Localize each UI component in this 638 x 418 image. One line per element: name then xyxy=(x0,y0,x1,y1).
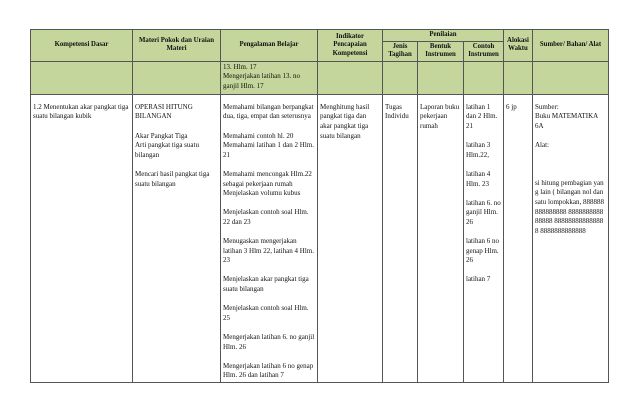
contoh-text: latihan 7 xyxy=(466,275,491,284)
cont-cell-sumber xyxy=(533,61,609,94)
header-bentuk-instrumen: Bentuk Instrumen xyxy=(418,41,464,61)
header-jenis-tagihan: Jenis Tagihan xyxy=(383,41,418,61)
header-pengalaman-belajar: Pengalaman Belajar xyxy=(221,30,318,62)
pengalaman-text: Menjelaskan contoh soal Hlm. 22 dan 23 xyxy=(223,208,309,226)
header-materi-pokok: Materi Pokok dan Uraian Materi xyxy=(133,30,221,62)
cell-sumber xyxy=(533,94,609,382)
cell-pengalaman xyxy=(221,94,318,382)
contoh-text: latihan 4 Hlm. 23 xyxy=(466,169,491,188)
continuation-row xyxy=(31,61,609,94)
pengalaman-text: Mengerjakan latihan 6. no ganjil Hlm. 26 xyxy=(223,333,315,351)
cell-bentuk-instrumen: Laporan buku pekerjaan rumah xyxy=(418,94,464,382)
header-contoh-instrumen: Contoh Instrumen xyxy=(464,41,504,61)
pengalaman-text: Menjelaskan contoh soal Hlm. 25 xyxy=(223,304,309,322)
syllabus-table xyxy=(30,29,609,383)
header-row xyxy=(31,30,609,42)
cell-alokasi-waktu: 6 jp xyxy=(504,94,533,382)
header-penilaian: Penilaian xyxy=(383,30,504,42)
sumber-text: Alat: xyxy=(535,141,549,150)
header-indikator: Indikator Pencapaian Kompetensi xyxy=(318,30,383,62)
pengalaman-text: Memahami mencongak Hlm.22 sebagai pekerjaan rumah Menjelaskan volumu kubus xyxy=(223,169,312,198)
cont-cell-bentuk xyxy=(418,61,464,94)
materi-text: OPERASI HITUNG BILANGAN xyxy=(135,102,193,121)
pengalaman-text: Memahami bilangan berpangkat dua, tiga, empat dan seterusnya xyxy=(223,102,314,121)
pengalaman-text: Mengerjakan latihan 6 no genap Hlm. 26 dan latihan 7 xyxy=(223,361,314,380)
cont-cell-jenis xyxy=(383,61,418,94)
cell-jenis-tagihan: Tugas Individu xyxy=(383,94,418,382)
header-alokasi-waktu: Alokasi Waktu xyxy=(504,30,533,62)
cell-indikator: Menghitung hasil pangkat tiga dan akar pangkat tiga suatu bilangan xyxy=(318,94,383,382)
cell-contoh-instrumen xyxy=(464,94,504,382)
cont-cell-indikator xyxy=(318,61,383,94)
cont-cell-pengalaman: 13. Hlm. 17 Mengerjakan latihan 13. no ganjil Hlm. 17 xyxy=(221,61,318,94)
contoh-text: latihan 6 no genap Hlm. 26 xyxy=(466,237,500,265)
header-kompetensi-dasar: Kompetensi Dasar xyxy=(31,30,133,62)
contoh-text: latihan 6. no ganjil Hlm. 26 xyxy=(466,198,501,226)
cell-materi xyxy=(133,94,221,382)
cont-cell-contoh xyxy=(464,61,504,94)
sumber-text: Sumber: Buku MATEMATIKA 6A xyxy=(535,102,598,130)
contoh-text: latihan 3 Hlm.22, xyxy=(466,141,491,159)
cont-cell-alokasi xyxy=(504,61,533,94)
pengalaman-text: Menugaskan mengerjakan latihan 3 Hlm 22, latihan 4 Hlm. 23 xyxy=(223,237,314,265)
materi-text: Mencari hasil pangkat tiga suatu bilangan xyxy=(135,169,210,188)
table-row xyxy=(31,94,609,382)
sumber-text: si hitung pembagian yang lain ( bilangan nol dan satu lompokkan, 888888888888888 888888888888888 888888888888888 8888888888888 xyxy=(535,178,605,235)
cont-cell-materi xyxy=(133,61,221,94)
contoh-text: latihan 1 dan 2 Hlm. 21 xyxy=(466,102,498,130)
pengalaman-text: Memahami contoh hl. 20 Memahami latihan 1 dan 2 Hlm. 21 xyxy=(223,131,314,159)
header-sumber: Sumber/ Bahan/ Alat xyxy=(533,30,609,62)
cont-cell-kd xyxy=(31,61,133,94)
pengalaman-text: Menjelaskan akar pangkat tiga suatu bilangan xyxy=(223,275,309,294)
cell-kompetensi-dasar: 1.2 Menentukan akar pangkat tiga suatu bilangan kubik xyxy=(31,94,133,382)
materi-text: Akar Pangkat Tiga Arti pangkat tiga suatu bilangan xyxy=(135,131,199,159)
